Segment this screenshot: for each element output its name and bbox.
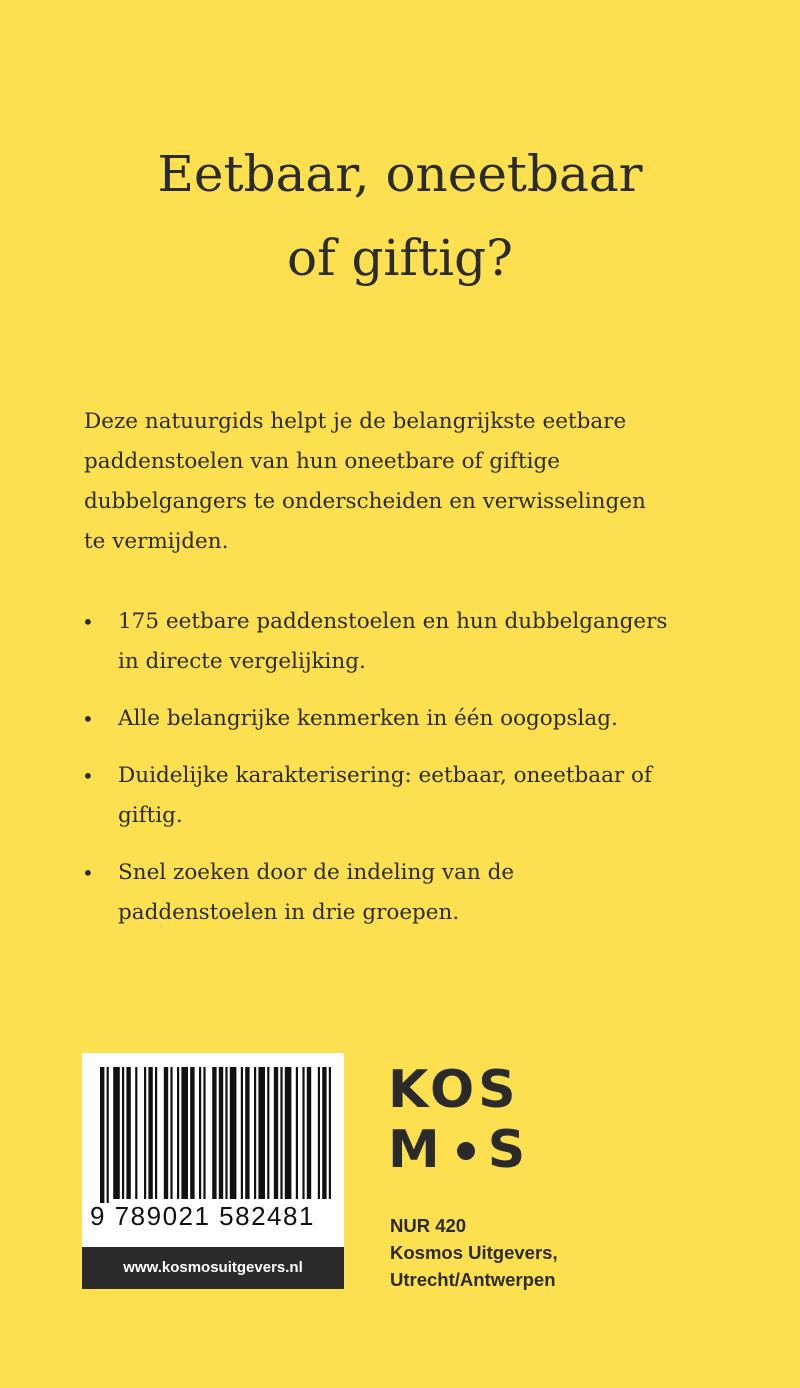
barcode-bar — [258, 1067, 265, 1199]
barcode-bar — [322, 1067, 326, 1199]
bullet-icon: • — [82, 861, 94, 885]
list-item-line: giftig. — [118, 803, 183, 828]
list-item-line: paddenstoelen in drie groepen. — [118, 900, 460, 925]
barcode-bar — [280, 1067, 282, 1199]
barcode-bar — [219, 1067, 223, 1199]
barcode-bar — [199, 1067, 201, 1199]
barcode-bar — [225, 1067, 227, 1199]
barcode-bar — [267, 1067, 269, 1199]
bullet-icon: • — [82, 610, 94, 634]
logo-dot-icon — [444, 1131, 488, 1171]
barcode-bar — [100, 1067, 104, 1203]
intro-paragraph — [84, 402, 724, 562]
list-item-line: Alle belangrijke kenmerken in één oogopslag. — [118, 706, 618, 731]
logo-letter-s: S — [487, 1120, 530, 1180]
barcode-bar — [329, 1067, 331, 1199]
barcode-bar — [254, 1067, 256, 1199]
barcode-bar — [181, 1067, 188, 1199]
barcode-bar — [148, 1067, 152, 1199]
barcode-bar — [155, 1067, 157, 1199]
list-item-line: Snel zoeken door de indeling van de — [118, 860, 515, 885]
list-item-line: Duidelijke karakterisering: eetbaar, oneetbaar of — [118, 763, 652, 788]
list-item — [80, 602, 730, 682]
barcode-bar — [164, 1067, 168, 1199]
publisher-name: Kosmos Uitgevers, — [390, 1242, 558, 1263]
barcode-bars-icon — [82, 1053, 344, 1203]
feature-list — [80, 602, 730, 950]
kosmos-logo — [388, 1060, 529, 1180]
barcode-bar — [113, 1067, 120, 1199]
list-item — [80, 699, 730, 739]
list-item — [80, 853, 730, 933]
barcode-bar — [318, 1067, 320, 1199]
list-item-line: 175 eetbare paddenstoelen en hun dubbelgangers — [118, 609, 668, 634]
headline-line-1: Eetbaar, oneetbaar — [157, 145, 643, 203]
barcode-bar — [274, 1067, 278, 1199]
intro-line: te vermijden. — [84, 529, 229, 554]
barcode-bar — [307, 1067, 311, 1199]
isbn-number: 9 789021 582481 — [90, 1201, 315, 1231]
list-item — [80, 756, 730, 836]
barcode-bar — [212, 1067, 216, 1199]
barcode — [82, 1053, 344, 1289]
logo-letter-m: M — [388, 1120, 444, 1180]
barcode-bar — [190, 1067, 194, 1199]
publisher-location: Utrecht/Antwerpen — [390, 1269, 556, 1290]
publisher-info — [390, 1212, 558, 1293]
intro-line: Deze natuurgids helpt je de belangrijkste eetbare — [84, 409, 627, 434]
barcode-bar — [302, 1067, 304, 1199]
headline — [0, 132, 800, 300]
bullet-icon: • — [82, 707, 94, 731]
intro-line: paddenstoelen van hun oneetbare of giftige — [84, 449, 560, 474]
barcode-bar — [107, 1067, 109, 1203]
barcode-bar — [285, 1067, 292, 1199]
bullet-icon: • — [82, 764, 94, 788]
logo-row-2 — [388, 1120, 529, 1180]
barcode-bar — [122, 1067, 124, 1199]
intro-line: dubbelgangers te onderscheiden en verwisselingen — [84, 489, 646, 514]
barcode-bar — [144, 1067, 146, 1199]
headline-line-2: of giftig? — [287, 229, 513, 287]
barcode-bar — [126, 1067, 130, 1199]
barcode-bar — [245, 1067, 249, 1199]
barcode-bar — [241, 1067, 243, 1199]
barcode-bar — [203, 1067, 205, 1199]
barcode-bar — [177, 1067, 179, 1199]
barcode-bar — [135, 1067, 137, 1199]
website-url: www.kosmosuitgevers.nl — [82, 1247, 344, 1289]
list-item-line: in directe vergelijking. — [118, 649, 366, 674]
nur-code: NUR 420 — [390, 1215, 467, 1236]
barcode-bar — [230, 1067, 237, 1199]
barcode-bar — [170, 1067, 172, 1199]
logo-row-1: KOS — [388, 1060, 520, 1120]
barcode-bar — [296, 1067, 298, 1199]
